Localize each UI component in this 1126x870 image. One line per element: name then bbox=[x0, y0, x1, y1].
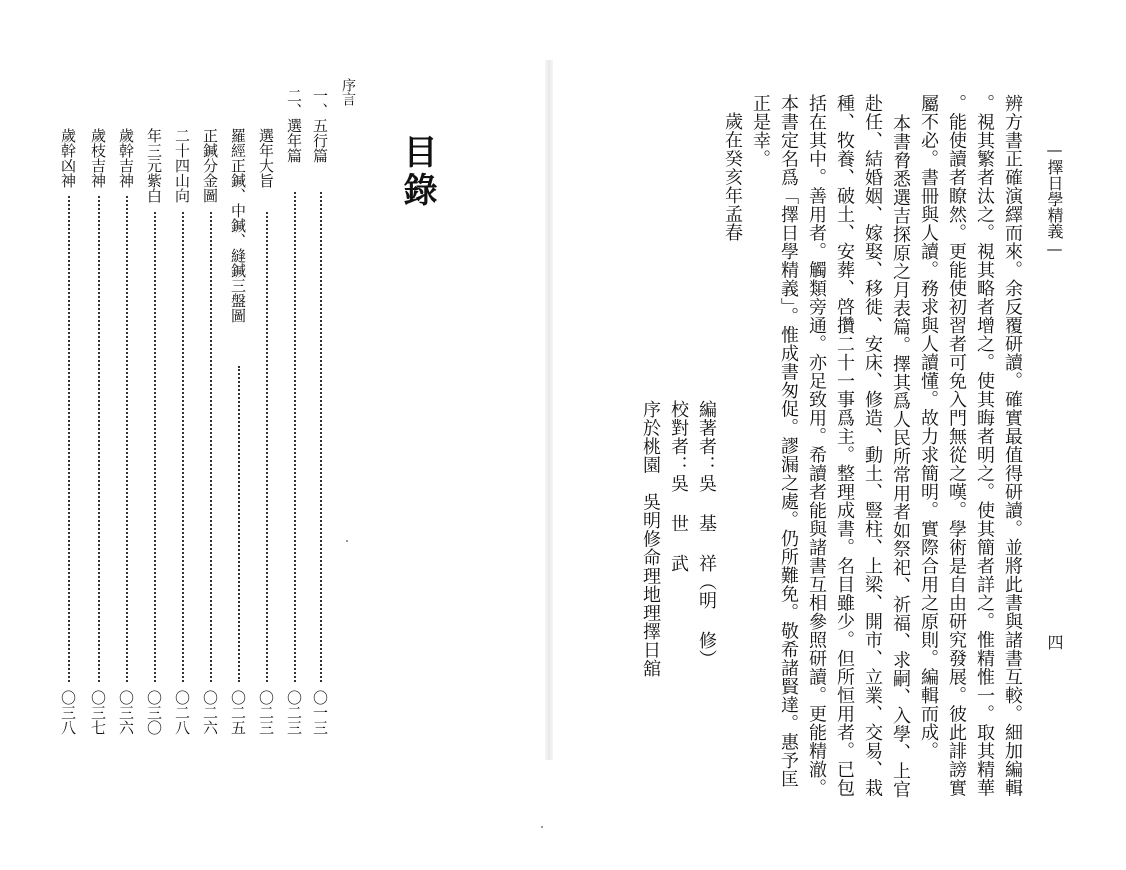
date-line: 歲在癸亥年孟春 bbox=[722, 112, 743, 242]
preface-line: 赴任、結婚姻、嫁娶、移徙、安床、修造、動土、豎柱、上梁、開市、立業、交易、栽 bbox=[862, 94, 883, 797]
toc-entry-label: 年三元紫白 bbox=[145, 128, 163, 203]
dot-leader bbox=[68, 196, 70, 682]
credit-proofreader: 校對者：吳 世 武 bbox=[668, 400, 689, 573]
toc-entry[interactable] bbox=[230, 128, 245, 323]
preface-line: 括在其中。善用者。觸類旁通。亦足致用。希讀者能與諸書互相參照研讀。更能精澈。 bbox=[806, 94, 827, 797]
preface-line: 本書脅悉選吉探原之月表篇。擇其爲人民所常用者如祭祀、祈福、求嗣、入學、上官 bbox=[890, 114, 911, 799]
preface-line: 屬不必。書冊與人讀。務求與人讀懂。故力求簡明。實際合用之原則。編輯而成。 bbox=[918, 94, 939, 760]
dot-leader bbox=[320, 192, 322, 682]
toc-entry-label: 歲枝吉神 bbox=[89, 128, 107, 188]
dot-leader bbox=[126, 196, 128, 682]
toc-entry-page: 〇三七 bbox=[89, 690, 107, 735]
toc-entry-page: 〇二六 bbox=[201, 690, 219, 735]
page-number: 四 bbox=[1045, 634, 1064, 650]
book-gutter bbox=[545, 60, 553, 760]
credit-author: 編著者：吳 基 祥（明 修） bbox=[696, 400, 717, 668]
toc-entry[interactable] bbox=[258, 128, 273, 188]
toc-entry[interactable] bbox=[90, 128, 105, 188]
toc-heading: 目錄 bbox=[397, 134, 437, 210]
toc-entry[interactable] bbox=[286, 88, 301, 163]
toc-entry-label: 一、五行篇 bbox=[311, 88, 329, 163]
dot-leader bbox=[266, 212, 268, 682]
preface-line: 正是幸。 bbox=[750, 94, 771, 168]
dot-leader bbox=[238, 366, 240, 682]
dot-leader bbox=[98, 196, 100, 682]
preface-line: 本書定名爲「擇日學精義」。惟成書匆促。謬漏之處。仍所難免。敬希諸賢達。惠予匡 bbox=[778, 94, 799, 788]
toc-entry-page: 〇二八 bbox=[173, 690, 191, 735]
preface-line: 。能使讀者瞭然。更能使初習者可免入門無從之嘆。學術是自由研究發展。彼此誹謗實 bbox=[946, 94, 967, 797]
preface-line: 辨方書正確演繹而來。余反覆研讀。確實最值得研讀。並將此書與諸書互較。細加編輯 bbox=[1002, 94, 1023, 797]
toc-entry-label: 選年大旨 bbox=[257, 128, 275, 188]
running-head: —擇日學精義— bbox=[1045, 140, 1064, 258]
toc-entry[interactable] bbox=[118, 128, 133, 188]
preface-line: 。視其繁者汰之。視其略者增之。使其晦者明之。使其簡者詳之。惟精惟一。取其精華 bbox=[974, 94, 995, 797]
scan-speck bbox=[346, 540, 348, 542]
toc-entry-page: 〇三六 bbox=[117, 690, 135, 735]
toc-entry[interactable] bbox=[146, 128, 161, 203]
toc-entry-label: 羅經正鍼、中鍼、縫鍼三盤圖 bbox=[229, 128, 247, 323]
section-label: 序言 bbox=[340, 78, 356, 106]
preface-line: 種、牧養、破土、安葬、啓攢二十一事爲主。整理成書。名目雖少。但所恒用者。已包 bbox=[834, 94, 855, 797]
toc-entry-page: 〇二五 bbox=[229, 690, 247, 735]
toc-entry-page: 〇三〇 bbox=[145, 690, 163, 735]
toc-entry-page: 〇二三 bbox=[257, 690, 275, 735]
toc-entry-label: 歲幹凶神 bbox=[59, 128, 77, 188]
toc-entry[interactable] bbox=[174, 128, 189, 203]
toc-entry[interactable] bbox=[60, 128, 75, 188]
dot-leader bbox=[182, 212, 184, 682]
dot-leader bbox=[210, 212, 212, 682]
dot-leader bbox=[294, 192, 296, 682]
toc-entry[interactable] bbox=[202, 128, 217, 203]
right-page bbox=[563, 0, 1126, 870]
toc-entry-label: 二、選年篇 bbox=[285, 88, 303, 163]
scan-speck bbox=[541, 826, 543, 828]
toc-entry-page: 〇三八 bbox=[59, 690, 77, 735]
toc-entry-label: 歲幹吉神 bbox=[117, 128, 135, 188]
dot-leader bbox=[154, 212, 156, 682]
toc-entry-page: 〇二三 bbox=[285, 690, 303, 735]
toc-entry-page: 〇一三 bbox=[311, 690, 329, 735]
toc-entry-label: 正鍼分金圖 bbox=[201, 128, 219, 203]
toc-entry-label: 二十四山向 bbox=[173, 128, 191, 203]
credit-place: 序於桃園 吳明修命理地理擇日舘 bbox=[640, 400, 661, 678]
